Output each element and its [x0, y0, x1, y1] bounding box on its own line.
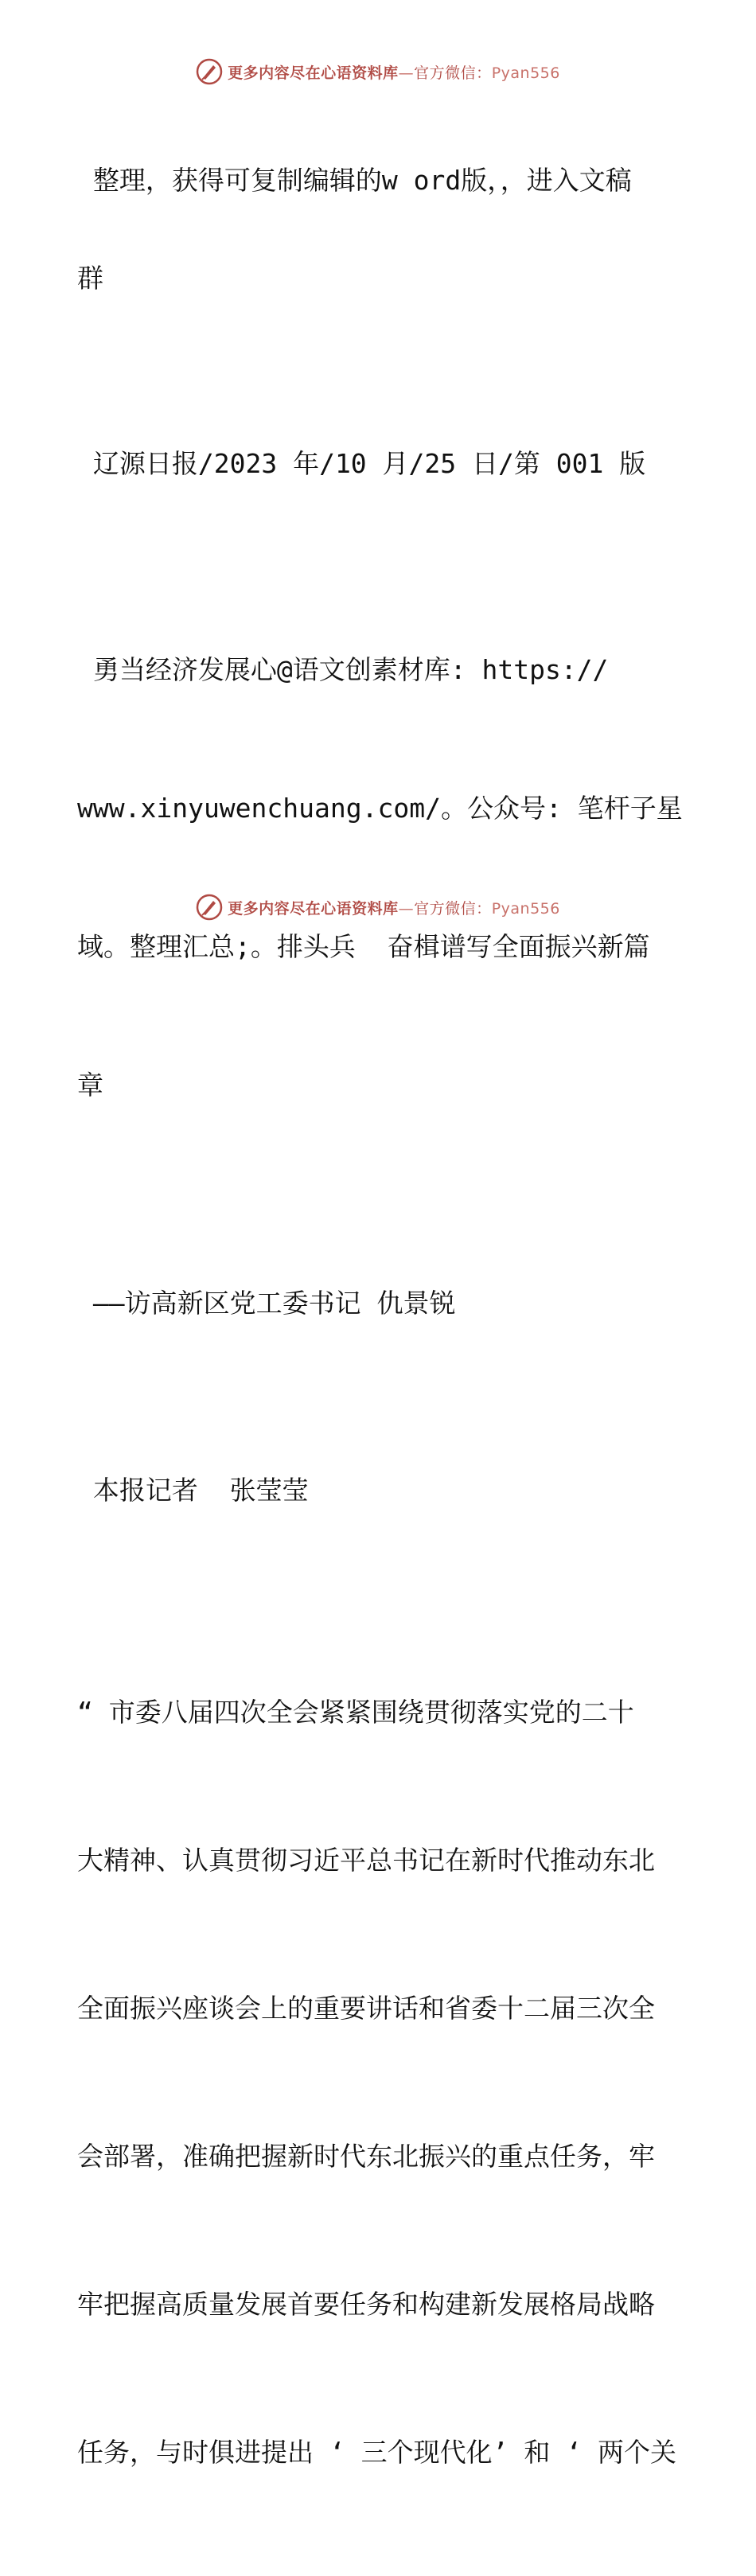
- watermark-wechat-label: 官方微信：: [414, 899, 492, 918]
- byline: [77, 1409, 682, 1572]
- watermark-group: [196, 894, 560, 921]
- intro-paragraph: [77, 99, 682, 360]
- watermark-main: 更多内容尽在心语资料库: [228, 899, 399, 918]
- footer-watermark: [0, 891, 756, 923]
- text-line: 勇当经济发展心@语文创素材库: https://: [77, 654, 609, 685]
- text-line: 大精神、认真贯彻习近平总书记在新时代推动东北: [77, 1845, 655, 1876]
- watermark-wechat-id: Pyan556: [491, 899, 560, 918]
- subtitle-line: [77, 1222, 682, 1385]
- text-line: www.xinyuwenchuang.com/。公众号: 笔杆子星: [77, 793, 683, 824]
- watermark-wechat-id: Pyan556: [491, 64, 560, 82]
- quill-seal-icon: [196, 894, 223, 921]
- quill-seal-icon: [196, 58, 223, 85]
- text-line: “ 市委八届四次全会紧紧围绕贯彻落实党的二十: [77, 1697, 634, 1728]
- watermark-wechat-label: 官方微信：: [414, 64, 492, 82]
- source-line: [77, 382, 682, 545]
- watermark-dash: —: [398, 899, 415, 918]
- article-paragraph: [77, 1589, 682, 2576]
- text-line: 整理，获得可复制编辑的w ord版，，进入文稿: [77, 165, 632, 196]
- watermark-text: [228, 61, 560, 83]
- text-line: 辽源日报/2023 年/10 月/25 日/第 001 版: [77, 448, 646, 479]
- text-line: 全面振兴座谈会上的重要讲话和省委十二届三次全: [77, 1993, 655, 2024]
- text-line: ——访高新区党工委书记 仇景锐: [77, 1288, 456, 1319]
- watermark-text: [228, 897, 560, 918]
- text-line: 群: [77, 263, 103, 294]
- text-line: 会部署，准确把握新时代东北振兴的重点任务，牢: [77, 2141, 655, 2172]
- document-body: [77, 94, 682, 2576]
- text-line: 牢把握高质量发展首要任务和构建新发展格局战略: [77, 2289, 655, 2320]
- text-line: 本报记者 张莹莹: [77, 1475, 309, 1506]
- watermark-dash: —: [398, 64, 415, 82]
- text-line: 章: [77, 1070, 103, 1101]
- watermark-group: [196, 58, 560, 85]
- header-watermark: [0, 56, 756, 88]
- headline-paragraph: [77, 555, 682, 1201]
- text-line: 域。整理汇总;。排头兵 奋楫谱写全面振兴新篇: [77, 931, 650, 962]
- watermark-main: 更多内容尽在心语资料库: [228, 64, 399, 82]
- text-line: 任务，与时俱进提出 ‘ 三个现代化’ 和 ‘ 两个关: [77, 2437, 676, 2468]
